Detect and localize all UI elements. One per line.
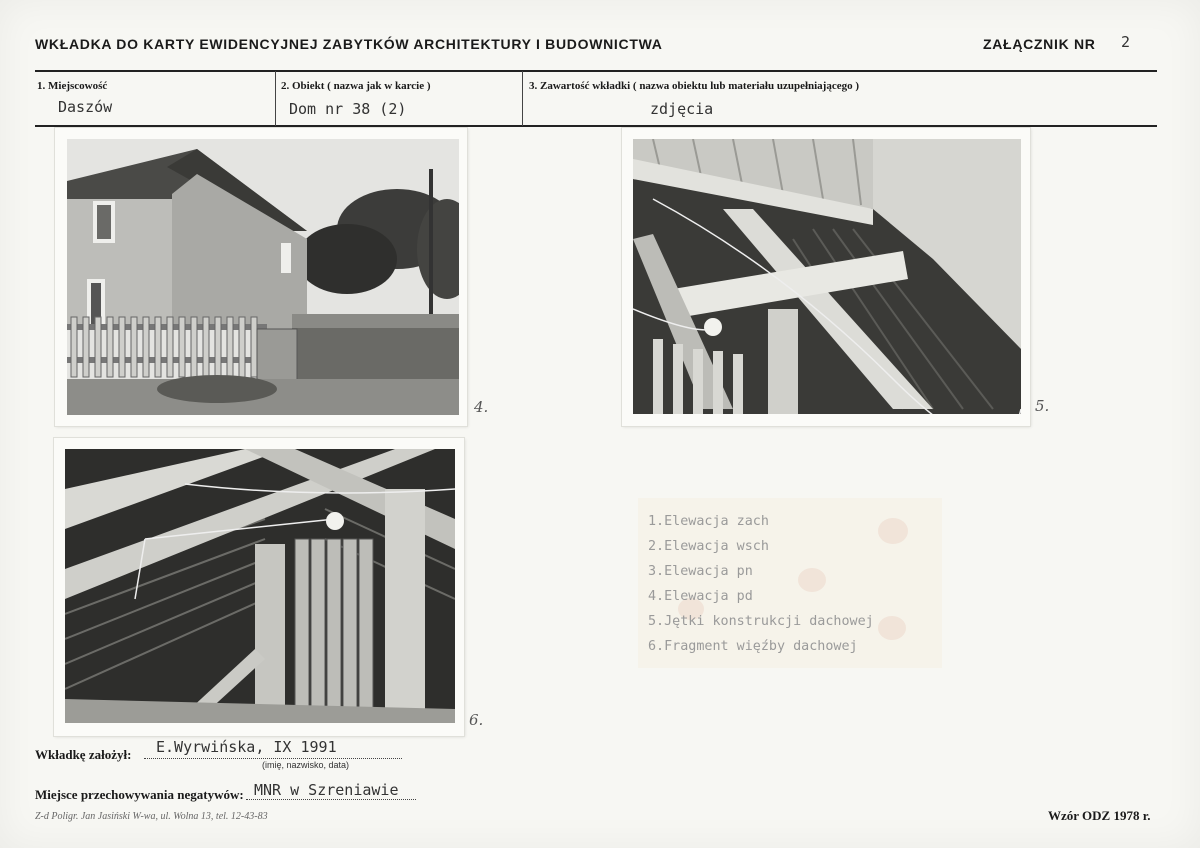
attachment-label: ZAŁĄCZNIK NR	[983, 36, 1096, 52]
printer-note: Z-d Poligr. Jan Jasiński W-wa, ul. Wolna 13, tel. 12-43-83	[35, 811, 268, 822]
photo-roof-truss-fragment	[54, 438, 464, 736]
contents-value: zdjęcia	[650, 100, 714, 118]
storage-dotted-line	[246, 799, 416, 800]
legend-item: 1.Elewacja zach	[648, 514, 769, 529]
legend-item: 5.Jętki konstrukcji dachowej	[648, 614, 874, 629]
photo-house-exterior	[55, 128, 467, 426]
object-value: Dom nr 38 (2)	[289, 100, 407, 118]
form-title: WKŁADKA DO KARTY EWIDENCYJNEJ ZABYTKÓW ARCHITEKTURY I BUDOWNICTWA	[35, 36, 663, 52]
author-value: E.Wyrwińska, IX 1991	[156, 738, 337, 756]
form-template-label: Wzór ODZ 1978 r.	[1048, 808, 1151, 823]
column-divider-1	[275, 71, 276, 126]
locality-value: Daszów	[58, 98, 113, 116]
stain	[878, 518, 908, 544]
photo-roof-collar-beams	[622, 128, 1030, 426]
photo-legend	[638, 498, 942, 668]
photo-number-6: 6.	[469, 711, 484, 729]
legend-item: 3.Elewacja pn	[648, 564, 753, 579]
legend-item: 6.Fragment więźby dachowej	[648, 639, 858, 654]
author-label: Wkładkę założył:	[35, 747, 132, 762]
author-note: (imię, nazwisko, data)	[262, 760, 350, 770]
storage-value: MNR w Szreniawie	[254, 781, 399, 799]
legend-item: 4.Elewacja pd	[648, 589, 753, 604]
attachment-number: 2	[1121, 33, 1131, 51]
stain	[878, 616, 906, 640]
author-dotted-line	[144, 758, 402, 759]
column-divider-2	[522, 71, 523, 126]
stain	[798, 568, 826, 592]
header-bottom-rule	[35, 125, 1157, 127]
object-label: 2. Obiekt ( nazwa jak w karcie )	[281, 80, 431, 92]
legend-item: 2.Elewacja wsch	[648, 539, 769, 554]
header-top-rule	[35, 70, 1157, 72]
contents-label: 3. Zawartość wkładki ( nazwa obiektu lub materiału uzupełniającego )	[529, 80, 860, 92]
photo-number-4: 4.	[474, 398, 489, 416]
locality-label: 1. Miejscowość	[37, 80, 108, 92]
photo-number-5: 5.	[1035, 397, 1050, 415]
storage-label: Miejsce przechowywania negatywów:	[35, 787, 244, 802]
